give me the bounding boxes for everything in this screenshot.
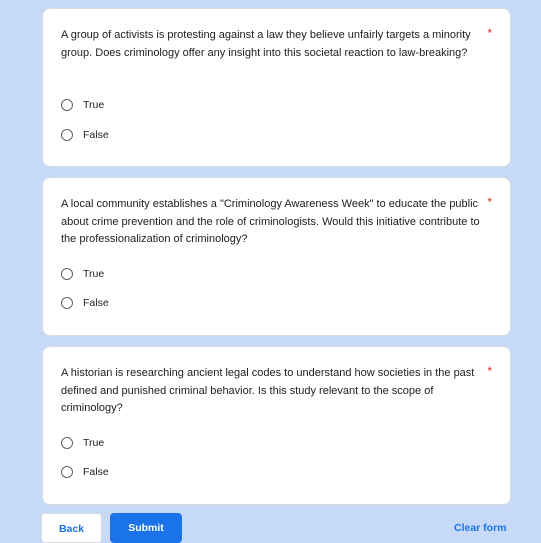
option-label: False	[83, 466, 109, 478]
radio-button-icon[interactable]	[61, 466, 73, 478]
option-true[interactable]	[61, 433, 104, 453]
option-false[interactable]	[61, 293, 109, 313]
radio-button-icon[interactable]	[61, 437, 73, 449]
option-label: True	[83, 268, 105, 280]
radio-button-icon[interactable]	[61, 268, 73, 280]
question-text: A historian is researching ancient legal codes to understand how societies in the past defined and punished criminal behavior. Is this study relevant to the scope of criminology?	[61, 367, 475, 414]
question-text: A local community establishes a "Criminology Awareness Week" to educate the public about crime prevention and the role of criminologists. Would this initiative contribute to the professionalization of criminology?	[61, 198, 480, 245]
required-asterisk: *	[487, 364, 492, 378]
option-true[interactable]	[61, 95, 104, 115]
option-label: True	[83, 437, 105, 449]
required-asterisk: *	[487, 195, 492, 209]
radio-button-icon[interactable]	[61, 99, 73, 111]
option-false[interactable]	[61, 125, 109, 145]
radio-button-icon[interactable]	[61, 297, 73, 309]
option-label: False	[83, 297, 109, 309]
option-false[interactable]	[61, 462, 109, 482]
option-true[interactable]	[61, 264, 104, 284]
required-asterisk: *	[487, 26, 492, 40]
question-card-2	[42, 177, 511, 336]
question-card-3	[42, 346, 511, 505]
question-text: A group of activists is protesting against a law they believe unfairly targets a minority group. Does criminology offer any insight into this societal reaction to law-breaking?	[61, 29, 471, 59]
question-card-1	[42, 8, 511, 167]
radio-button-icon[interactable]	[61, 129, 73, 141]
clear-form-link[interactable]: Clear form	[454, 522, 507, 534]
option-label: True	[83, 99, 105, 111]
back-button[interactable]: Back	[41, 513, 102, 543]
option-label: False	[83, 129, 109, 141]
submit-button[interactable]: Submit	[110, 513, 182, 543]
